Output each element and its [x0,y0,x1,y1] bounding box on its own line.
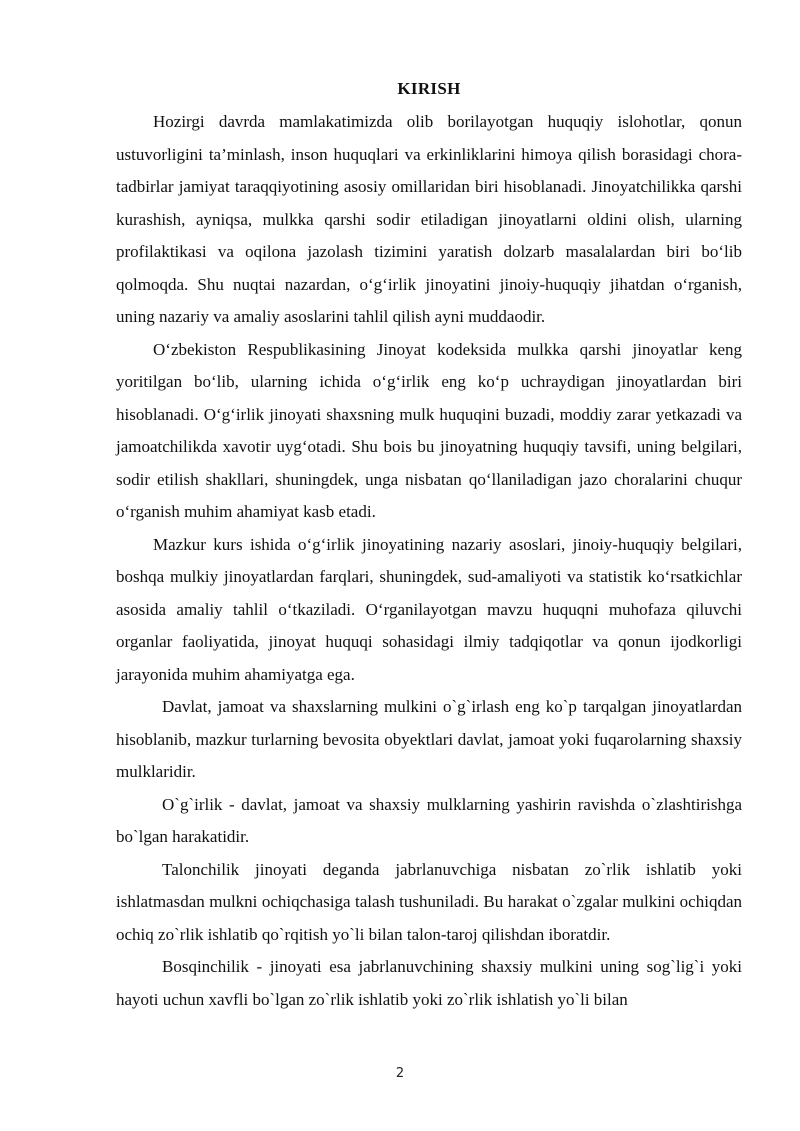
section-heading: KIRISH [397,79,461,98]
document-body [116,74,742,1016]
paragraph-3: Mazkur kurs ishida o‘g‘irlik jinoyatining nazariy asoslari, jinoiy-huquqiy belgilari, boshqa mulkiy jinoyatlardan farqlari, shuningdek, sud-amaliyoti va statistik ko‘rsatkichlar asosida amaliy tahlil o‘tkaziladi. O‘rganilayotgan mavzu huquqni muhofaza qiluvchi organlar faoliyatida, jinoyat huquqi sohasidagi ilmiy tadqiqotlar va qonun ijodkorligi jarayonida muhim ahamiyatga ega. [116,534,742,684]
page-number: 2 [395,1066,405,1081]
paragraph-7: Bosqinchilik - jinoyati esa jabrlanuvchining shaxsiy mulkini uning sog`lig`i yoki hayoti uchun xavfli bo`lgan zo`rlik ishlatib yoki zo`rlik ishlatish yo`li bilan [116,957,742,1009]
paragraph-4: Davlat, jamoat va shaxslarning mulkini o`g`irlash eng ko`p tarqalgan jinoyatlardan hisoblanib, mazkur turlarning bevosita obyektlari davlat, jamoat yoki fuqarolarning shaxsiy mulklaridir. [116,697,742,781]
paragraph-2: O‘zbekiston Respublikasining Jinoyat kodeksida mulkka qarshi jinoyatlar keng yoritilgan bo‘lib, ularning ichida o‘g‘irlik eng ko‘p uchraydigan jinoyatlardan biri hisoblanadi. O‘g‘irlik jinoyati shaxsning mulk huquqini buzadi, moddiy zarar yetkazadi va jamoatchilikda xavotir uyg‘otadi. Shu bois bu jinoyatning huquqiy tavsifi, uning belgilari, sodir etilish shakllari, shuningdek, unga nisbatan qo‘llaniladigan jazo choralarini chuqur o‘rganish muhim ahamiyat kasb etadi. [116,339,742,521]
paragraph-6: Talonchilik jinoyati deganda jabrlanuvchiga nisbatan zo`rlik ishlatib yoki ishlatmasdan mulkni ochiqchasiga talash tushuniladi. Bu harakat o`zgalar mulkini ochiqdan ochiq zo`rlik ishlatib qo`rqitish yo`li bilan talon-taroj qilishdan iboratdir. [116,859,742,944]
paragraph-1: Hozirgi davrda mamlakatimizda olib borilayotgan huquqiy islohotlar, qonun ustuvorligini ta’minlash, inson huquqlari va erkinliklarini himoya qilish borasidagi chora-tadbirlar jamiyat taraqqiyotining asosiy omillaridan biri hisoblanadi. Jinoyatchilikka qarshi kurashish, ayniqsa, mulkka qarshi sodir etiladigan jinoyatlarni oldini olish, ularning profilaktikasi va oqilona jazolash tizimini yaratish dolzarb masalalardan biri bo‘lib qolmoqda. Shu nuqtai nazardan, o‘g‘irlik jinoyatini jinoiy-huquqiy jihatdan o‘rganish, uning nazariy va amaliy asoslarini tahlil qilish ayni muddaodir. [116,112,742,326]
paragraph-5: O`g`irlik - davlat, jamoat va shaxsiy mulklarning yashirin ravishda o`zlashtirishga bo`lgan harakatidir. [116,794,742,846]
